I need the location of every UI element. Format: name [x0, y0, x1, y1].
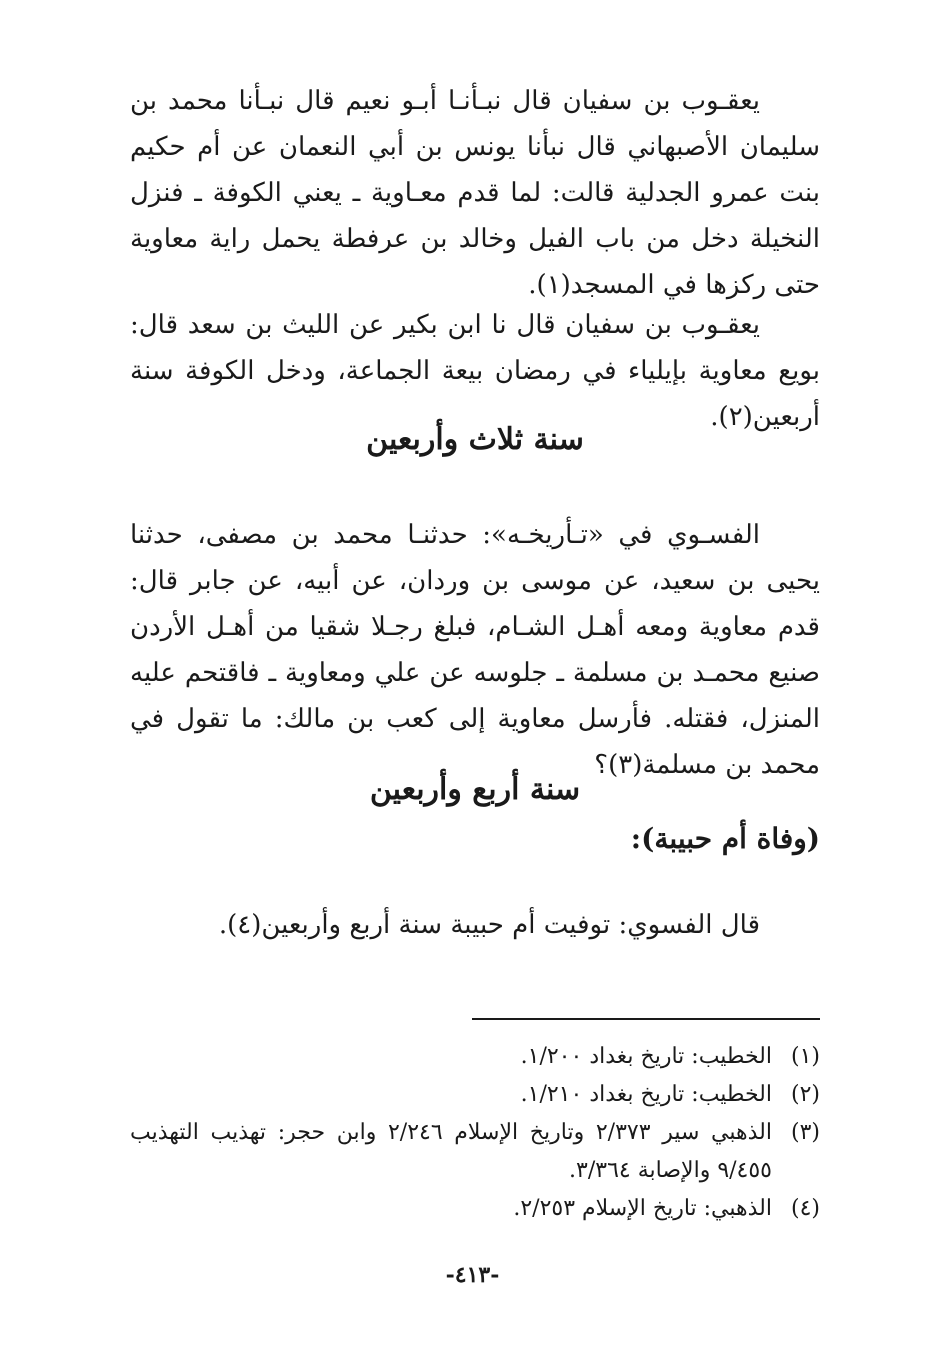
paragraph-text: يعقـوب بن سفيان قال نبـأنـا أبـو نعيم قال نبـأنا محمد بن سليمان الأصبهاني قال نبأنا يونس بن أبي النعمان عن أم حكيم بنت عمرو الجدلية قالت: لما قدم معـاوية ـ يعني الكوفة ـ فنزل النخيلة دخل من باب الفيل وخالد بن عرفطة يحمل راية معاوية حتى ركزها في المسجد(١). — [130, 86, 820, 300]
footnote-1 — [130, 1038, 820, 1076]
footnote-3 — [130, 1114, 820, 1190]
footnote-text: الذهبي: تاريخ الإسلام ٢/٢٥٣. — [513, 1196, 772, 1221]
footnote-text: الخطيب: تاريخ بغداد ١/٢١٠. — [520, 1082, 772, 1107]
page-number: -٤١٣- — [445, 1262, 500, 1288]
paragraph-text: الفسـوي في «تـأريخـه»: حدثنـا محمد بن مصفى، حدثنا يحيى بن سعيد، عن موسى بن وردان، عن أبيه، عن جابر قال: قدم معاوية ومعه أهـل الشـام، فبلغ رجـلا شقيا من أهـل الأردن صنيع محمـد بن مسلمة ـ جلوسه عن علي ومعاوية ـ فاقتحم عليه المنزل، فقتله. فأرسل معاوية إلى كعب بن مالك: ما تقول في محمد بن مسلمة(٣)؟ — [130, 520, 820, 780]
footnote-number: (١) — [790, 1044, 820, 1069]
paragraph-text: قال الفسوي: توفيت أم حبيبة سنة أربع وأربعين(٤). — [218, 910, 760, 940]
footnote-4 — [130, 1190, 820, 1228]
subheading-umm-habiba-death: (وفاة أم حبيبة): — [630, 822, 820, 855]
footnote-2 — [130, 1076, 820, 1114]
footnote-text: الذهبي سير ٢/٣٧٣ وتاريخ الإسلام ٢/٢٤٦ وابن حجر: تهذيب التهذيب ٩/٤٥٥ والإصابة ٣/٣٦٤. — [130, 1120, 773, 1183]
heading-year-43: سنة ثلاث وأربعين — [366, 422, 584, 457]
footnote-number: (٢) — [790, 1082, 820, 1107]
paragraph-text: يعقـوب بن سفيان قال نا ابن بكير عن الليث بن سعد قال: بويع معاوية بإيلياء في رمضان بيعة الجماعة، ودخل الكوفة سنة أربعين(٢). — [130, 310, 820, 432]
footnote-separator — [472, 1018, 820, 1020]
paragraph-yaqub-nukhayla — [130, 78, 820, 308]
paragraph-yaqub-bayah — [130, 302, 820, 440]
footnote-number: (٤) — [790, 1196, 820, 1221]
footnote-number: (٣) — [790, 1120, 820, 1145]
footnote-text: الخطيب: تاريخ بغداد ١/٢٠٠. — [520, 1044, 772, 1069]
paragraph-fasawi-umm-habiba — [130, 902, 820, 948]
heading-year-44: سنة أربع وأربعين — [369, 772, 581, 807]
footnotes — [130, 1038, 820, 1228]
paragraph-fasawi-tarikh — [130, 512, 820, 788]
